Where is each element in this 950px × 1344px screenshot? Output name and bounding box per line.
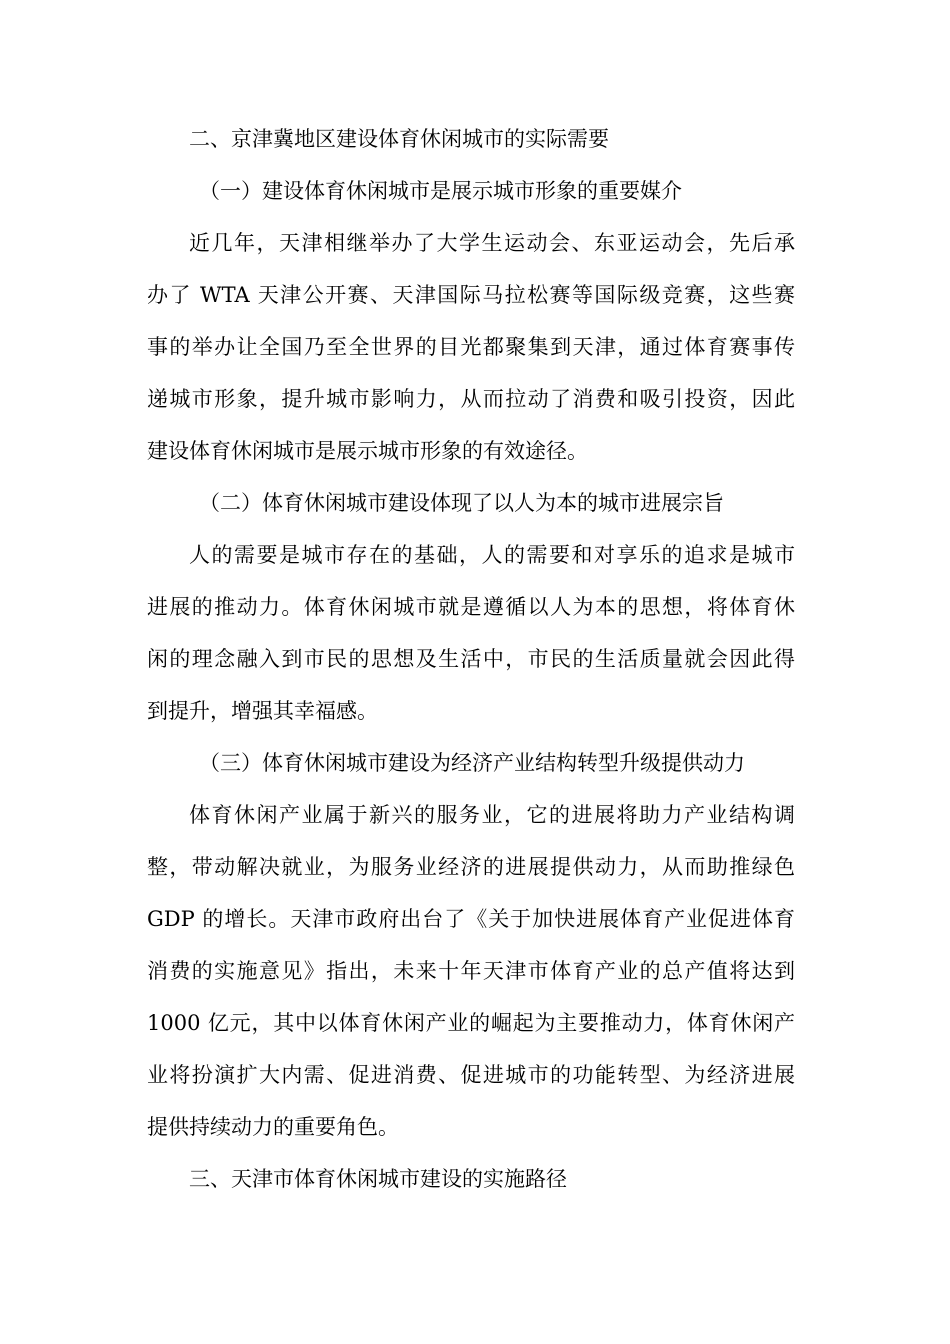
document-body [147, 116, 795, 1208]
subsection-heading-2-2: （二）体育休闲城市建设体现了以人为本的城市进展宗旨 [199, 491, 724, 515]
paragraph-line: 办了 WTA 天津公开赛、天津国际马拉松赛等国际级竞赛，这些赛 [147, 283, 795, 307]
paragraph-line: 建设体育休闲城市是展示城市形象的有效途径。 [147, 439, 588, 463]
paragraph-line: 业将扮演扩大内需、促进消费、促进城市的功能转型、为经济进展 [147, 1063, 795, 1087]
paragraph-line: 到提升，增强其幸福感。 [147, 699, 378, 723]
subsection-heading-2-1: （一）建设体育休闲城市是展示城市形象的重要媒介 [199, 179, 682, 203]
paragraph-line: 递城市形象，提升城市影响力，从而拉动了消费和吸引投资，因此 [147, 387, 795, 411]
paragraph-line: GDP 的增长。天津市政府出台了《关于加快进展体育产业促进体育 [147, 907, 795, 931]
paragraph-line: 近几年，天津相继举办了大学生运动会、东亚运动会，先后承 [189, 231, 795, 255]
paragraph-line: 整，带动解决就业，为服务业经济的进展提供动力，从而助推绿色 [147, 855, 795, 879]
paragraph-line: 进展的推动力。体育休闲城市就是遵循以人为本的思想，将体育休 [147, 595, 795, 619]
section-heading-3: 三、天津市体育休闲城市建设的实施路径 [189, 1167, 567, 1191]
subsection-heading-2-3: （三）体育休闲城市建设为经济产业结构转型升级提供动力 [199, 751, 745, 775]
paragraph-line: 事的举办让全国乃至全世界的目光都聚集到天津，通过体育赛事传 [147, 335, 795, 359]
paragraph-line: 人的需要是城市存在的基础，人的需要和对享乐的追求是城市 [189, 543, 795, 567]
paragraph-line: 提供持续动力的重要角色。 [147, 1115, 399, 1139]
section-heading-2: 二、京津冀地区建设体育休闲城市的实际需要 [189, 127, 609, 151]
paragraph-line: 1000 亿元，其中以体育休闲产业的崛起为主要推动力，体育休闲产 [147, 1011, 795, 1035]
paragraph-line: 消费的实施意见》指出，未来十年天津市体育产业的总产值将达到 [147, 959, 795, 983]
paragraph-line: 体育休闲产业属于新兴的服务业，它的进展将助力产业结构调 [189, 803, 795, 827]
paragraph-line: 闲的理念融入到市民的思想及生活中，市民的生活质量就会因此得 [147, 647, 795, 671]
